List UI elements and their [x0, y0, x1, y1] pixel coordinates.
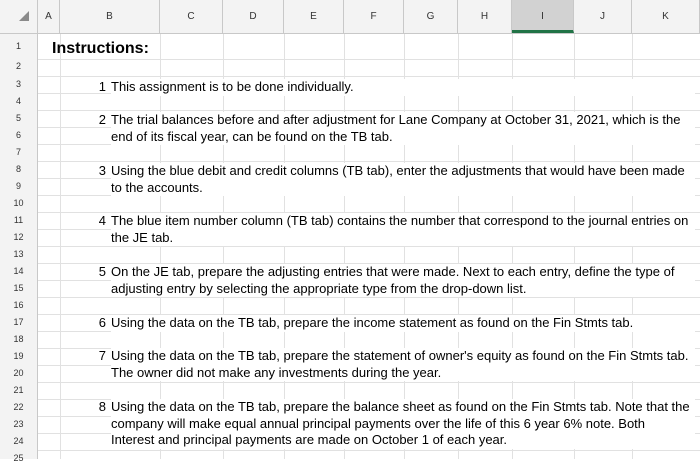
column-header-d[interactable]: D	[223, 0, 284, 33]
row-header-19[interactable]: 19	[13, 351, 24, 361]
column-header-g[interactable]: G	[404, 0, 458, 33]
column-header-f[interactable]: F	[344, 0, 404, 33]
instructions-title: Instructions:	[52, 40, 149, 57]
column-header-i[interactable]: I	[512, 0, 574, 33]
instruction-number: 6	[98, 315, 106, 330]
instruction-text: Using the data on the TB tab, prepare the balance sheet as found on the Fin Stmts tab. Note that the company will make equal annual principal payments over the life of this 6 year 6% note. Both Interest and principal payments are made on October 1 of each year.	[111, 399, 695, 449]
row-header-3[interactable]: 3	[15, 79, 21, 89]
row-header-16[interactable]: 16	[13, 300, 24, 310]
instruction-number: 1	[98, 79, 106, 94]
instruction-number: 8	[98, 399, 106, 414]
instruction-number: 5	[98, 264, 106, 279]
row-header-17[interactable]: 17	[13, 317, 24, 327]
row-header-21[interactable]: 21	[13, 385, 24, 395]
row-header-column	[0, 34, 38, 463]
instruction-text: On the JE tab, prepare the adjusting entries that were made. Next to each entry, define the type of adjusting entry by selecting the appropriate type from the drop-down list.	[111, 264, 695, 297]
instruction-number: 2	[98, 112, 106, 127]
select-all-corner[interactable]	[0, 0, 38, 33]
row-header-2[interactable]: 2	[15, 61, 21, 71]
instruction-text: Using the data on the TB tab, prepare the income statement as found on the Fin Stmts tab.	[111, 315, 695, 332]
column-header-k[interactable]: K	[632, 0, 700, 33]
row-header-5[interactable]: 5	[15, 113, 21, 123]
instruction-number: 3	[98, 163, 106, 178]
row-header-12[interactable]: 12	[13, 232, 24, 242]
row-header-8[interactable]: 8	[15, 164, 21, 174]
column-header-b[interactable]: B	[60, 0, 160, 33]
instruction-text: Using the blue debit and credit columns (TB tab), enter the adjustments that would have been made to the accounts.	[111, 163, 695, 196]
row-header-15[interactable]: 15	[13, 283, 24, 293]
column-header-a[interactable]: A	[38, 0, 60, 33]
row-header-22[interactable]: 22	[13, 402, 24, 412]
row-header-23[interactable]: 23	[13, 419, 24, 429]
row-header-18[interactable]: 18	[13, 334, 24, 344]
instruction-number: 7	[98, 348, 106, 363]
row-header-6[interactable]: 6	[15, 130, 21, 140]
select-all-triangle-icon	[19, 11, 29, 21]
row-header-1[interactable]: 1	[15, 41, 21, 51]
row-header-7[interactable]: 7	[15, 147, 21, 157]
row-header-20[interactable]: 20	[13, 368, 24, 378]
column-header-row	[0, 0, 700, 34]
column-header-j[interactable]: J	[574, 0, 632, 33]
row-header-9[interactable]: 9	[15, 181, 21, 191]
instruction-text: The blue item number column (TB tab) contains the number that correspond to the journal entries on the JE tab.	[111, 213, 695, 246]
instruction-text: Using the data on the TB tab, prepare the statement of owner's equity as found on the Fin Stmts tab. The owner did not make any investments during the year.	[111, 348, 695, 381]
row-header-24[interactable]: 24	[13, 436, 24, 446]
row-header-13[interactable]: 13	[13, 249, 24, 259]
column-header-c[interactable]: C	[160, 0, 223, 33]
row-header-14[interactable]: 14	[13, 266, 24, 276]
instruction-text: The trial balances before and after adjustment for Lane Company at October 31, 2021, which is the end of its fiscal year, can be found on the TB tab.	[111, 112, 695, 145]
instruction-text: This assignment is to be done individually.	[111, 79, 695, 96]
instruction-number: 4	[98, 213, 106, 228]
row-header-25[interactable]: 25	[13, 453, 24, 463]
row-header-10[interactable]: 10	[13, 198, 24, 208]
row-header-4[interactable]: 4	[15, 96, 21, 106]
column-header-h[interactable]: H	[458, 0, 512, 33]
row-header-11[interactable]: 11	[13, 215, 24, 225]
column-header-e[interactable]: E	[284, 0, 344, 33]
